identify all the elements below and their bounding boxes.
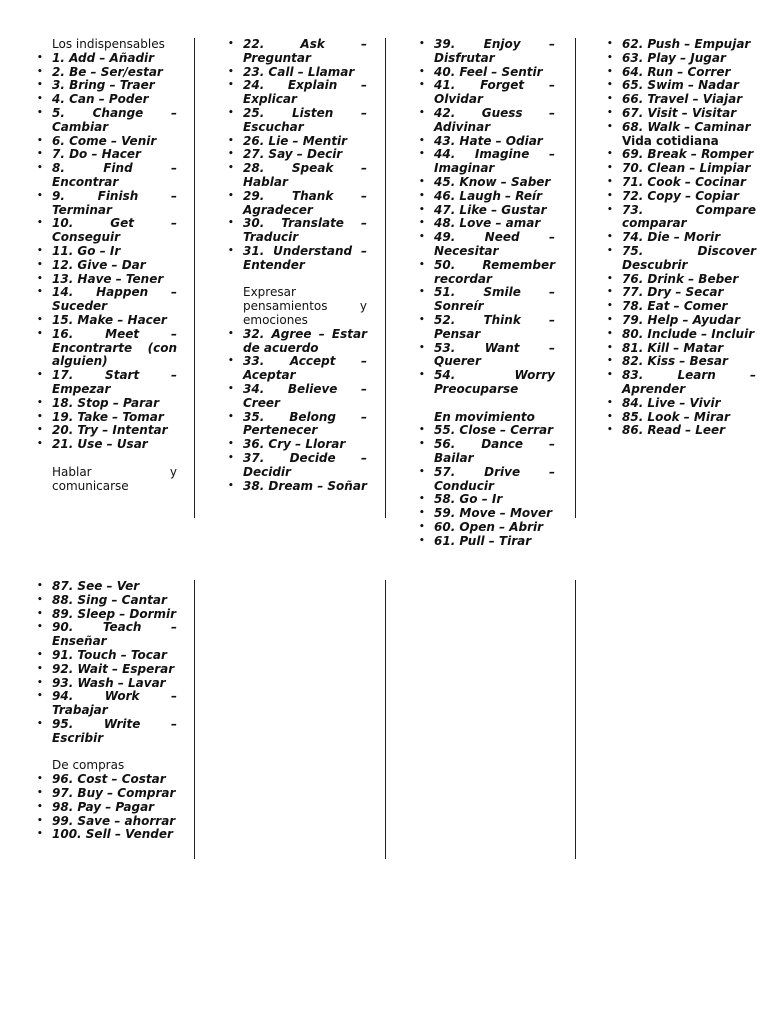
list-item: • 9. Finish – Terminar	[52, 190, 177, 218]
list-item: • 5. Change – Cambiar	[52, 107, 177, 135]
column-entries	[622, 38, 756, 438]
list-item: • 31. Understand – Entender	[243, 245, 367, 273]
list-item: • 22. Ask – Preguntar	[243, 38, 367, 66]
list-item: • 75. Discover Descubrir	[622, 245, 756, 273]
page-band-top	[0, 37, 768, 548]
list-item: • 8. Find – Encontrar	[52, 162, 177, 190]
list-item: • 29. Thank – Agradecer	[243, 190, 367, 218]
column-entries	[52, 38, 177, 493]
section-heading: Vida cotidiana	[622, 133, 719, 148]
list-item: • 80. Include – Incluir	[622, 328, 756, 342]
list-item: • 48. Love – amar	[434, 217, 555, 231]
list-item: • 17. Start – Empezar	[52, 369, 177, 397]
list-item: • 91. Touch – Tocar	[52, 649, 177, 663]
list-item: • 84. Live – Vivir	[622, 397, 756, 411]
column-entries	[243, 38, 367, 493]
list-item: • 20. Try – Intentar	[52, 424, 177, 438]
list-item: • 34. Believe – Creer	[243, 383, 367, 411]
list-item: • 76. Drink – Beber	[622, 273, 756, 287]
list-item: • 3. Bring – Traer	[52, 79, 177, 93]
column-7	[386, 580, 576, 859]
list-item: • 95. Write – Escribir	[52, 718, 177, 746]
list-item: • 11. Go – Ir	[52, 245, 177, 259]
list-item: • 1. Add – Añadir	[52, 52, 177, 66]
list-item: • 52. Think – Pensar	[434, 314, 555, 342]
list-item: • 86. Read – Leer	[622, 424, 756, 438]
list-item: • 27. Say – Decir	[243, 148, 367, 162]
list-item: • 37. Decide – Decidir	[243, 452, 367, 480]
list-item: • 73. Compare comparar	[622, 204, 756, 232]
list-item: • 68. Walk – Caminar	[622, 121, 756, 135]
list-item: • 63. Play – Jugar	[622, 52, 756, 66]
section-heading: Hablar y comunicarse	[52, 464, 177, 493]
list-item: • 78. Eat – Comer	[622, 300, 756, 314]
list-item: • 32. Agree – Estar de acuerdo	[243, 328, 367, 356]
list-item: • 81. Kill – Matar	[622, 342, 756, 356]
list-item: • 89. Sleep – Dormir	[52, 608, 177, 622]
column-5	[0, 580, 195, 859]
list-item: • 59. Move – Mover	[434, 507, 555, 521]
column-4	[576, 38, 768, 518]
section-heading: De compras	[52, 758, 125, 773]
list-item: • 74. Die – Morir	[622, 231, 756, 245]
list-item: • 55. Close – Cerrar	[434, 424, 555, 438]
list-item: • 93. Wash – Lavar	[52, 677, 177, 691]
list-item: • 82. Kiss – Besar	[622, 355, 756, 369]
list-item: • 45. Know – Saber	[434, 176, 555, 190]
column-entries	[52, 580, 177, 842]
list-item: • 65. Swim – Nadar	[622, 79, 756, 93]
column-3	[386, 37, 576, 548]
list-item: • 42. Guess – Adivinar	[434, 107, 555, 135]
list-item: • 19. Take – Tomar	[52, 411, 177, 425]
list-item: • 50. Remember recordar	[434, 259, 555, 287]
list-item: • 6. Come – Venir	[52, 135, 177, 149]
list-item: • 90. Teach – Enseñar	[52, 621, 177, 649]
list-item: • 62. Push – Empujar	[622, 38, 756, 52]
list-item: • 54. Worry Preocuparse	[434, 369, 555, 397]
list-item: • 88. Sing – Cantar	[52, 594, 177, 608]
list-item: • 56. Dance – Bailar	[434, 438, 555, 466]
list-item: • 94. Work – Trabajar	[52, 690, 177, 718]
list-item: • 38. Dream – Soñar	[243, 480, 367, 494]
list-item: • 15. Make – Hacer	[52, 314, 177, 328]
list-item: • 4. Can – Poder	[52, 93, 177, 107]
spacer	[52, 452, 177, 466]
list-item: • 39. Enjoy – Disfrutar	[434, 38, 555, 66]
list-item: • 60. Open – Abrir	[434, 521, 555, 535]
list-item: • 71. Cook – Cocinar	[622, 176, 756, 190]
list-item: • 79. Help – Ayudar	[622, 314, 756, 328]
list-item: • 40. Feel – Sentir	[434, 66, 555, 80]
list-item: • 33. Accept – Aceptar	[243, 355, 367, 383]
list-item: • 10. Get – Conseguir	[52, 217, 177, 245]
list-item: • 83. Learn – Aprender	[622, 369, 756, 397]
section-heading: En movimiento	[434, 409, 535, 424]
list-item: • 23. Call – Llamar	[243, 66, 367, 80]
list-item: • 92. Wait – Esperar	[52, 663, 177, 677]
list-item: • 21. Use – Usar	[52, 438, 177, 452]
list-item: • 72. Copy – Copiar	[622, 190, 756, 204]
list-item: • 67. Visit – Visitar	[622, 107, 756, 121]
list-item: • 51. Smile – Sonreír	[434, 286, 555, 314]
list-item: • 24. Explain – Explicar	[243, 79, 367, 107]
list-item: • 25. Listen – Escuchar	[243, 107, 367, 135]
list-item: • 98. Pay – Pagar	[52, 801, 177, 815]
section-heading: Expresar pensamientos y emociones	[243, 285, 367, 327]
spacer	[52, 746, 177, 760]
list-item: • 47. Like – Gustar	[434, 204, 555, 218]
list-item: • 58. Go – Ir	[434, 493, 555, 507]
list-item: • 18. Stop – Parar	[52, 397, 177, 411]
list-item: • 61. Pull – Tirar	[434, 535, 555, 549]
list-item: • 85. Look – Mirar	[622, 411, 756, 425]
list-item: • 7. Do – Hacer	[52, 148, 177, 162]
list-item: • 43. Hate – Odiar	[434, 135, 555, 149]
list-item: • 64. Run – Correr	[622, 66, 756, 80]
list-item: • 28. Speak – Hablar	[243, 162, 367, 190]
list-item: • 69. Break – Romper	[622, 148, 756, 162]
list-item: • 26. Lie – Mentir	[243, 135, 367, 149]
column-8	[576, 580, 768, 859]
section-heading: Los indispensables	[52, 37, 165, 51]
column-1	[0, 38, 195, 518]
list-item: • 12. Give – Dar	[52, 259, 177, 273]
list-item: • 16. Meet – Encontrarte (con alguien)	[52, 328, 177, 369]
list-item: • 53. Want – Querer	[434, 342, 555, 370]
list-item: • 99. Save – ahorrar	[52, 815, 177, 829]
list-item: • 77. Dry – Secar	[622, 286, 756, 300]
list-item: • 44. Imagine – Imaginar	[434, 148, 555, 176]
list-item: • 100. Sell – Vender	[52, 828, 177, 842]
list-item: • 2. Be – Ser/estar	[52, 66, 177, 80]
list-item: • 57. Drive – Conducir	[434, 466, 555, 494]
list-item: • 14. Happen – Suceder	[52, 286, 177, 314]
list-item: • 87. See – Ver	[52, 580, 177, 594]
list-item: • 70. Clean – Limpiar	[622, 162, 756, 176]
list-item: • 97. Buy – Comprar	[52, 787, 177, 801]
list-item: • 41. Forget – Olvidar	[434, 79, 555, 107]
column-2	[195, 38, 386, 518]
list-item: • 96. Cost – Costar	[52, 773, 177, 787]
list-item: • 46. Laugh – Reír	[434, 190, 555, 204]
list-item: • 36. Cry – Llorar	[243, 438, 367, 452]
page-band-bottom	[0, 580, 768, 859]
list-item: • 35. Belong – Pertenecer	[243, 411, 367, 439]
column-6	[195, 580, 386, 859]
spacer	[243, 273, 367, 287]
list-item: • 66. Travel – Viajar	[622, 93, 756, 107]
list-item: • 13. Have – Tener	[52, 273, 177, 287]
spacer	[434, 397, 555, 411]
list-item: • 49. Need – Necesitar	[434, 231, 555, 259]
list-item: • 30. Translate – Traducir	[243, 217, 367, 245]
column-entries	[434, 38, 555, 548]
